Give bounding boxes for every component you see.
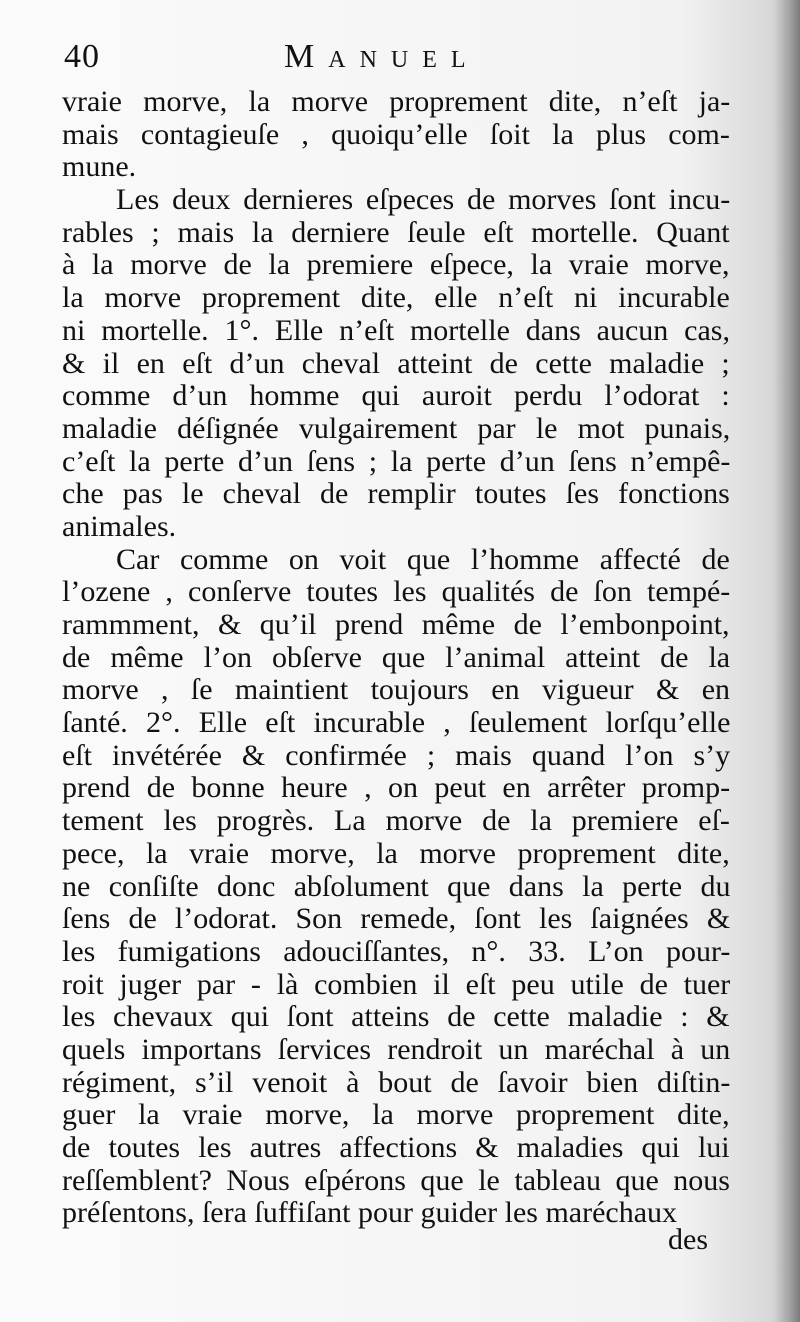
catchword: des bbox=[668, 1223, 708, 1256]
text-line: Car comme on voit que l’homme affecté de bbox=[116, 542, 730, 576]
text-line: maladie déſignée vulgairement par le mot punais, bbox=[62, 411, 731, 445]
text-line: roit juger par - là combien il eſt peu utile de tuer bbox=[62, 967, 731, 1001]
text-line: Les deux dernieres eſpeces de morves ſont incu- bbox=[116, 183, 731, 217]
text-line: ſens de l’odorat. Son remede, ſont les ſaignées & bbox=[62, 902, 731, 936]
text-line: tement les progrès. La morve de la premiere eſ- bbox=[62, 804, 730, 838]
text-line: comme d’un homme qui auroit perdu l’odorat : bbox=[62, 379, 730, 413]
page-binding-shadow bbox=[774, 0, 800, 1322]
text-line: ni mortelle. 1°. Elle n’eſt mortelle dans aucun cas, bbox=[62, 313, 730, 347]
text-line: eſt invétérée & confirmée ; mais quand l’on s’y bbox=[62, 738, 731, 772]
text-line: quels importans ſervices rendroit un maréchal à un bbox=[62, 1032, 731, 1066]
text-line: & il en eſt d’un cheval atteint de cette maladie ; bbox=[62, 346, 730, 380]
text-line: les fumigations adouciſſantes, n°. 33. L’on pour- bbox=[62, 934, 731, 968]
text-line: rammment, & qu’il prend même de l’embonpoint, bbox=[62, 608, 730, 641]
text-line: guer la vraie morve, la morve proprement dite, bbox=[62, 1098, 730, 1132]
text-line: vraie morve, la morve proprement dite, n’eſt ja- bbox=[62, 85, 731, 118]
page-header bbox=[64, 30, 734, 90]
text-line: rables ; mais la derniere ſeule eſt mortelle. Quant bbox=[62, 215, 730, 249]
text-line: morve , ſe maintient toujours en vigueur & en bbox=[62, 673, 731, 707]
text-line: l’ozene , conſerve toutes les qualités de ſon tempé- bbox=[62, 575, 731, 609]
page-number: 40 bbox=[64, 38, 100, 75]
text-line: mune. bbox=[62, 150, 137, 184]
text-line: préſentons, ſera ſuffiſant pour guider les maréchaux bbox=[62, 1196, 678, 1230]
text-line: de toutes les autres affections & maladies qui lui bbox=[62, 1131, 730, 1164]
text-line: mais contagieuſe , quoiqu’elle ſoit la plus com- bbox=[62, 117, 730, 151]
text-line: che pas le cheval de remplir toutes ſes fonctions bbox=[62, 477, 730, 511]
text-line: c’eſt la perte d’un ſens ; la perte d’un ſens n’empê- bbox=[62, 444, 731, 478]
text-line: les chevaux qui ſont atteins de cette maladie : & bbox=[62, 1000, 730, 1034]
running-title: Manuel bbox=[284, 38, 480, 75]
text-line: animales. bbox=[62, 509, 177, 543]
text-line: pece, la vraie morve, la morve proprement dite, bbox=[62, 836, 730, 870]
text-line: prend de bonne heure , on peut en arrêter promp- bbox=[62, 771, 731, 805]
text-line: la morve proprement dite, elle n’eſt ni incurable bbox=[62, 281, 730, 315]
text-line: ſanté. 2°. Elle eſt incurable , ſeulement lorſqu’elle bbox=[62, 706, 731, 740]
text-line: à la morve de la premiere eſpece, la vraie morve, bbox=[62, 248, 730, 282]
text-line: régiment, s’il venoit à bout de ſavoir bien diſtin- bbox=[62, 1065, 731, 1099]
text-line: de même l’on obſerve que l’animal atteint de la bbox=[62, 640, 731, 674]
text-line: ne conſiſte donc abſolument que dans la perte du bbox=[62, 869, 731, 903]
text-line: reſſemblent? Nous eſpérons que le tableau que nous bbox=[62, 1163, 730, 1197]
body-text bbox=[62, 86, 730, 1230]
